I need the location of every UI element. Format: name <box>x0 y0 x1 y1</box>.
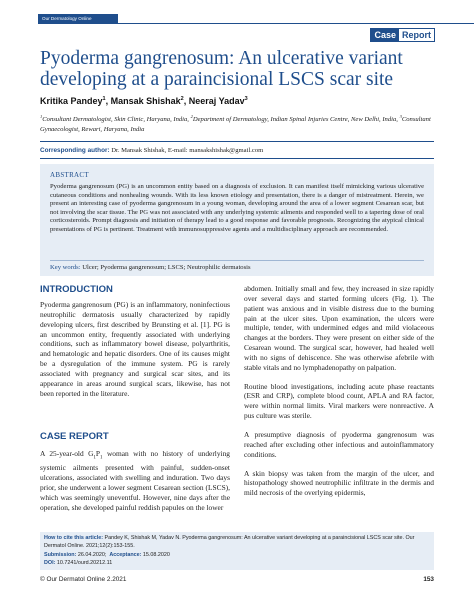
separator-rule <box>40 141 434 142</box>
introduction-text: Pyoderma gangrenosum (PG) is an inflammatory, noninfectious neutrophilic dermatosis usually characterized by rapidly developing ulcers, first described by Brunsting et al. [1]. PG is an uncommon entity, frequently associated with underlying conditions, such as inflammatory bowel disease, polyarthritis, and hematologic and hepatic disorders. One of its causes might be a dysregulation of the immune system. PG is rarely associated with pregnancy and surgical scar sites, and its appearance in areas around surgical scars, likewise, has not been reported in the literature. <box>40 300 230 398</box>
paragraph: A skin biopsy was taken from the margin of the ulcer, and histopathology showed neutrophilic infiltrate in the dermis and mild necrosis of the overlying epidermis, <box>244 468 434 498</box>
badge-report: Report <box>398 28 435 42</box>
header-rule <box>38 23 474 24</box>
journal-name-tab: Our Dermatology Online <box>38 14 118 23</box>
doi-label: DOI: <box>44 559 56 566</box>
submission-label: Submission: <box>44 551 77 558</box>
keywords-label: Key words: <box>50 264 81 271</box>
affil-text: Department of Dermatology, Indian Spinal Injuries Centre, New Delhi, India, <box>192 116 400 124</box>
paragraph: A presumptive diagnosis of pyoderma gangrenosum was reached after excluding other infectious and autoinflammatory conditions. <box>244 429 434 459</box>
affil-text: Consultant Dermatologist, Skin Clinic, Haryana, India, <box>42 116 191 124</box>
cite-text: Pandey K, Shishak M, Yadav N. Pyoderma gangrenosum: An ulcerative variant developing at a paraincisional LSCS scar site. Our Dermatol Online. 2021;12(2):153-155. <box>44 535 415 550</box>
footer-copyright: © Our Dermatol Online 2.2021 <box>40 576 127 583</box>
case-sub: 1 <box>100 455 103 461</box>
author-sup: 2 <box>180 96 184 102</box>
author-list: Kritika Pandey$^1$, Mansak Shishak$^2$, Neeraj Yadav$^3$ <box>40 96 248 106</box>
affil-sup: 1 <box>40 114 43 119</box>
author-sup: 3 <box>244 96 248 102</box>
affil-sup: 2 <box>190 114 193 119</box>
article-title: Pyoderma gangrenosum: An ulcerative variant developing at a paraincisional LSCS scar site <box>40 48 403 90</box>
section-heading-case-report: CASE REPORT <box>40 431 109 442</box>
author-name: Mansak Shishak <box>110 96 181 106</box>
separator-rule <box>40 158 434 159</box>
right-column <box>244 284 434 507</box>
affil-text: Consultant Gynaecologist, Rewari, Haryana, India <box>40 116 431 134</box>
abstract-heading: ABSTRACT <box>50 171 89 179</box>
case-report-text <box>40 449 230 513</box>
paragraph: Routine blood investigations, including acute phase reactants (ESR and CRP), complete blood count, APLA and RA factor, were within normal limits. Viral markers were nonreactive. A pus culture was sterile. <box>244 381 434 421</box>
acceptance-date: 15.08.2020 <box>141 551 170 558</box>
corr-label: Corresponding author: <box>40 147 110 154</box>
author-name: Neeraj Yadav <box>188 96 245 106</box>
affiliations <box>40 112 440 135</box>
doi-line <box>44 559 432 567</box>
case-text-mid: P <box>95 449 101 458</box>
section-heading-introduction: INTRODUCTION <box>40 284 113 295</box>
author-sup: 1 <box>102 96 106 102</box>
acceptance-label: Acceptance: <box>109 551 142 558</box>
cite-label: How to cite this article: <box>44 535 104 541</box>
corresponding-author <box>40 147 263 154</box>
abstract-rule <box>50 260 424 261</box>
case-text-post: woman with no history of underlying systemic ailments presented with painful, sudden-onset ulcerations, associated with swelling and induration. Two days prior, she underwent a lower segment Cesarean section (LSCS), which was seemingly uneventful. However, nine days after the operation, she developed painful reddish papules on the lower <box>40 449 230 512</box>
keywords-text: Ulcer; Pyoderma gangrenosum; LSCS; Neutrophilic dermatosis <box>80 264 251 271</box>
doi-link[interactable]: 10.7241/ourd.20212.11 <box>55 559 113 566</box>
author-name: Kritika Pandey <box>40 96 103 106</box>
corr-text: Dr. Mansak Shishak, E-mail: mansakshishak@gmail.com <box>109 147 264 154</box>
submission-date: 26.04.2020; <box>76 551 107 558</box>
abstract-text: Pyoderma gangrenosum (PG) is an uncommon entity based on a diagnosis of exclusion. It can manifest itself mimicking various ulcerative cutaneous conditions and nonhealing wounds. With its less known etiology and presentation, there is a danger of mistreatment. Herein, we present an interesting case of pyoderma gangrenosum in a young woman, developing around the area of a lower segment Cesarean scar, but not involving the scar tissue. The PG was not associated with any underlying systemic ailments and responded well to a tapering dose of oral corticosteroids. Prompt diagnosis and initiation of therapy lead to a good response and favorable prognosis. Recognizing the atypical clinical presentations of PG is pertinent. Treatment with immunosuppressive agents and a multidisciplinary approach are recommended. <box>50 183 424 233</box>
case-report-badge <box>370 28 435 42</box>
dates-line <box>44 551 432 559</box>
affil-sup: 3 <box>399 114 402 119</box>
paragraph: abdomen. Initially small and few, they increased in size rapidly over several days and started forming ulcers (Fig. 1). The patient was anxious and in visible distress due to the burning pain at the ulcer sites. Upon examination, the ulcers were multiple, tender, with undermined edges and mild violaceous changes at the borders. They were present on either side of the Cesarean wound. The surgical scar, however, had healed well with no signs of dehiscence. She was otherwise afebrile with stable vitals and no lymphadenopathy on palpation. <box>244 284 434 372</box>
cite-line <box>44 534 432 551</box>
citation-info <box>44 534 432 567</box>
case-text-pre: A 25-year-old G <box>40 449 94 458</box>
badge-case: Case <box>370 28 398 42</box>
case-sub: 1 <box>93 455 96 461</box>
page-number: 153 <box>423 576 434 583</box>
keywords <box>50 264 251 271</box>
